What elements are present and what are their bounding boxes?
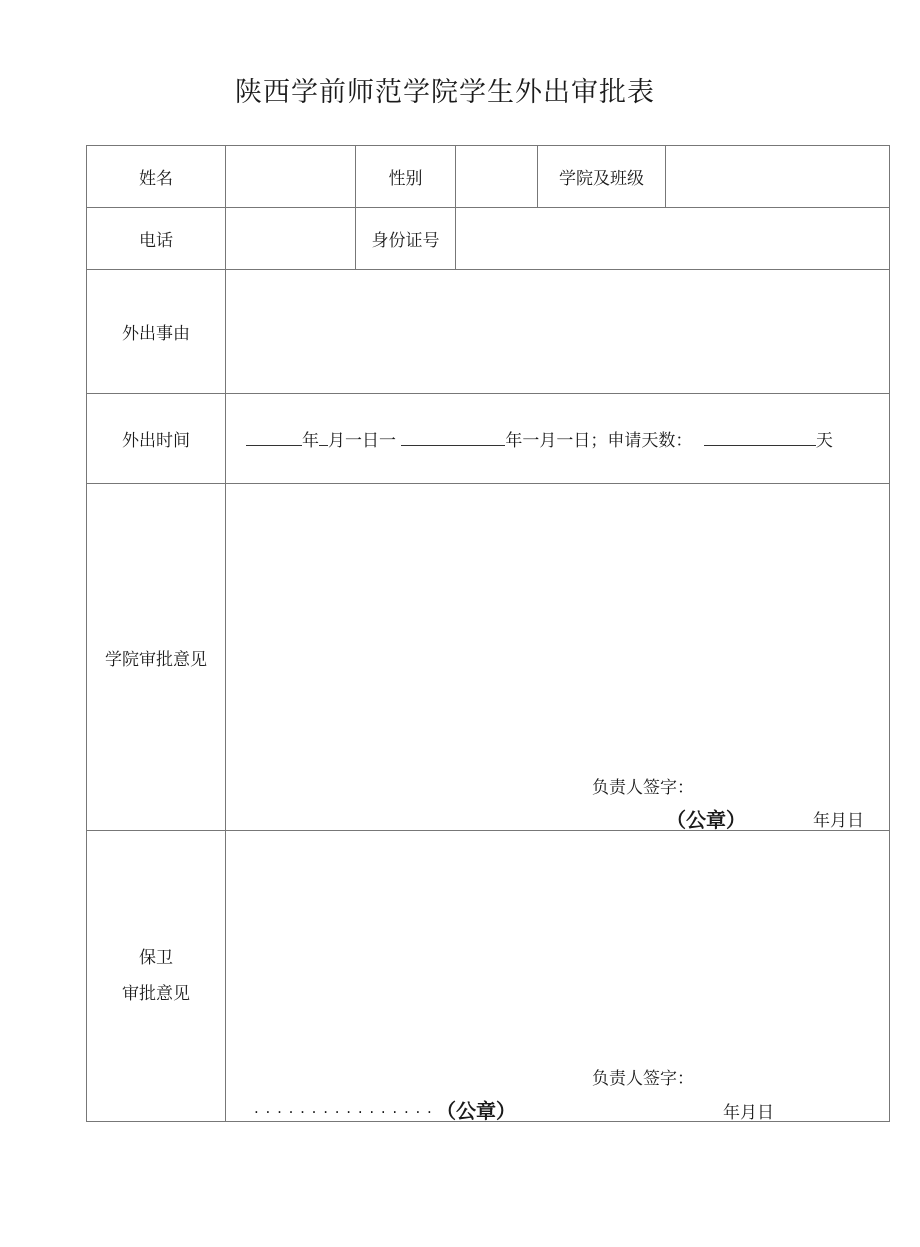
days-unit: 天 [815, 431, 833, 451]
year-start-blank[interactable] [246, 428, 302, 446]
gender-field[interactable] [456, 146, 538, 208]
row-security-opinion [87, 831, 890, 1122]
college-opinion-label: 学院审批意见 [87, 484, 226, 831]
reason-field[interactable] [226, 270, 890, 394]
month-day-start-text: 月一日一 [328, 431, 396, 451]
college-seal: （公章） [666, 808, 746, 832]
name-field[interactable] [226, 146, 356, 208]
college-class-label: 学院及班级 [538, 146, 666, 208]
security-label-line1: 保卫 [139, 948, 173, 968]
phone-field[interactable] [226, 208, 356, 270]
days-blank[interactable] [704, 428, 816, 446]
name-label: 姓名 [87, 146, 226, 208]
id-number-label: 身份证号 [356, 208, 456, 270]
security-opinion-field[interactable] [226, 831, 890, 1122]
row-phone-id [87, 208, 890, 270]
college-class-field[interactable] [666, 146, 890, 208]
college-date: 年月日 [813, 811, 864, 831]
reason-label: 外出事由 [87, 270, 226, 394]
gender-label: 性别 [356, 146, 456, 208]
approval-form-table [86, 145, 890, 1122]
college-signature-label: 负责人签字： [592, 778, 694, 798]
id-number-field[interactable] [456, 208, 890, 270]
row-college-opinion [87, 484, 890, 831]
phone-label: 电话 [87, 208, 226, 270]
security-opinion-label [87, 831, 226, 1122]
end-date-days-text: 年一月一日；申请天数： [505, 431, 693, 451]
row-time [87, 394, 890, 484]
page-title: 陕西学前师范学院学生外出审批表 [235, 77, 655, 108]
security-label-line2: 审批意见 [122, 984, 190, 1004]
row-reason [87, 270, 890, 394]
time-label: 外出时间 [87, 394, 226, 484]
time-field[interactable] [226, 394, 890, 484]
security-dots: . . . . . . . . . . . . . . . . [254, 1099, 433, 1117]
security-date: 年月日 [723, 1103, 774, 1123]
row-name-gender-class [87, 146, 890, 208]
year-start-text: 年 [302, 431, 319, 451]
year-end-blank[interactable] [401, 428, 505, 446]
security-signature-label: 负责人签字： [592, 1069, 694, 1089]
month-start-blank[interactable] [319, 428, 328, 446]
college-opinion-field[interactable] [226, 484, 890, 831]
security-seal: （公章） [436, 1099, 516, 1123]
